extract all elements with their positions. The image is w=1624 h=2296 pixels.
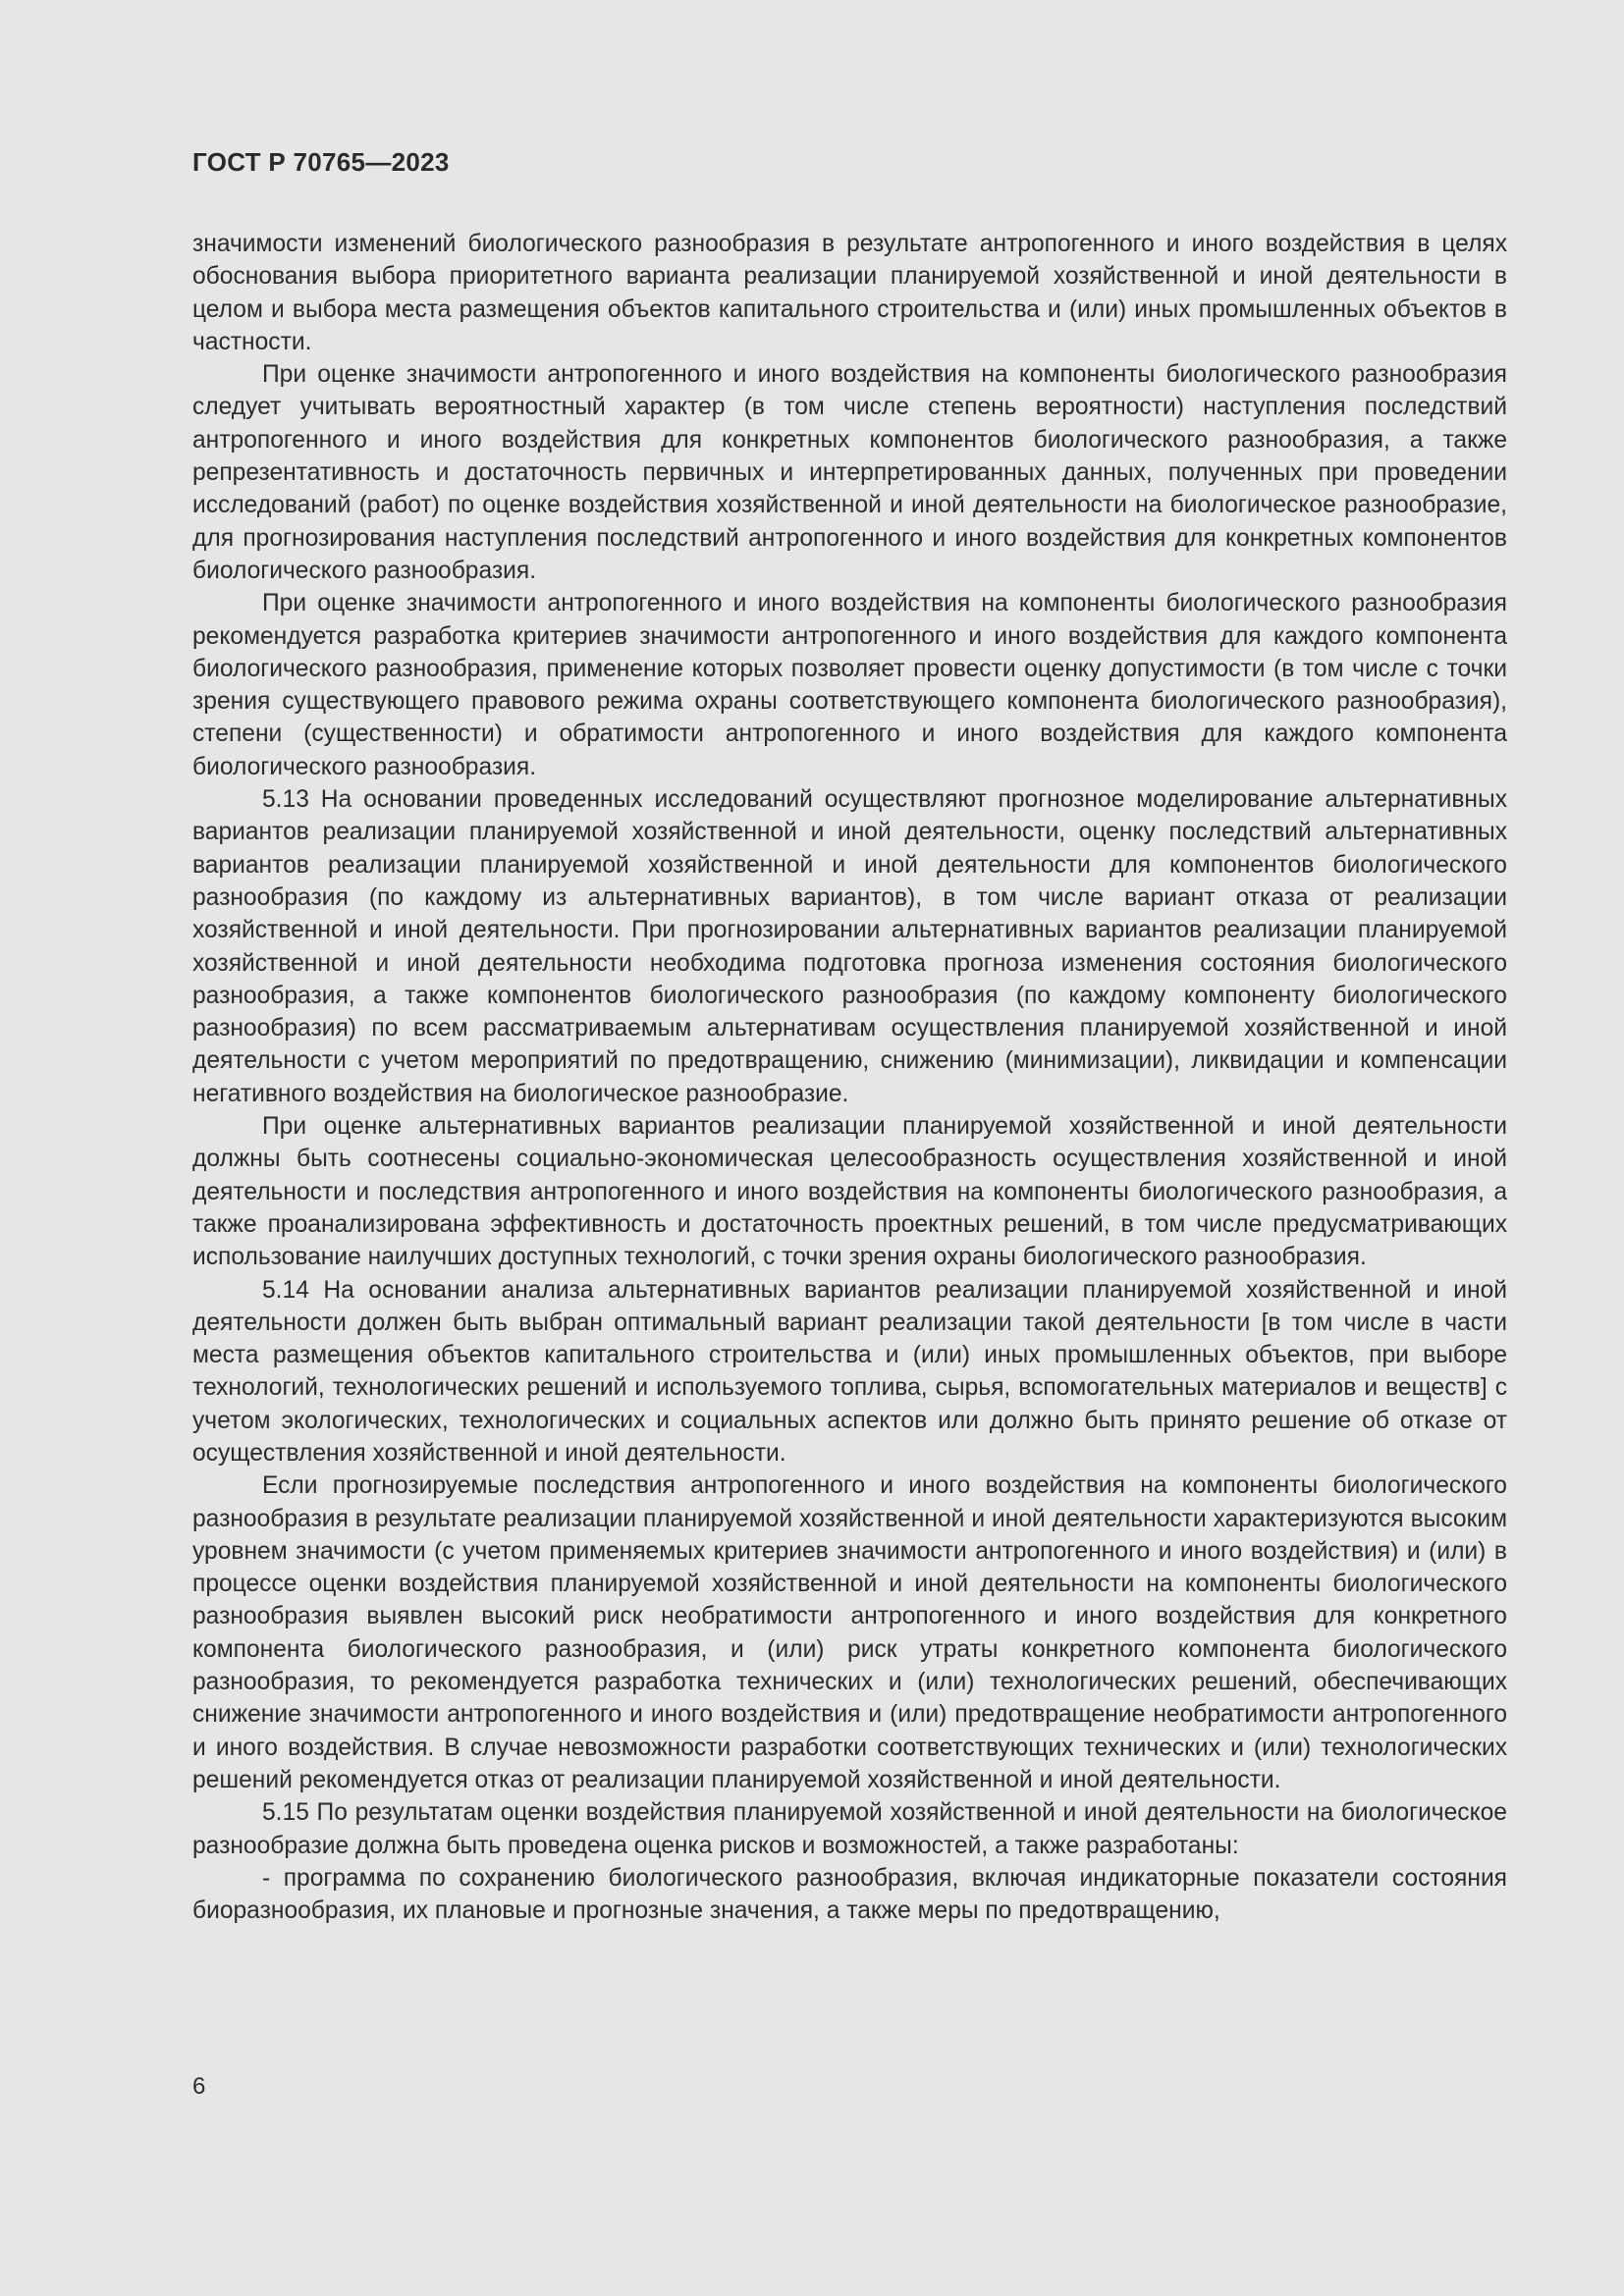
page-number: 6: [192, 2073, 206, 2100]
paragraph-5-13: 5.13 На основании проведенных исследований осуществляют прогнозное моделирование альтернативных вариантов реализации планируемой хозяйственной и иной деятельности, оценку последствий альтернативных вариантов реализации планируемой хозяйственной и иной деятельности для компонентов биологического разнообразия (по каждому из альтернативных вариантов), в том числе вариант отказа от реализации хозяйственной и иной деятельности. При прогнозировании альтернативных вариантов реализации планируемой хозяйственной и иной деятельности необходима подготовка прогноза изменения состояния биологического разнообразия, а также компонентов биологического разнообразия (по каждому компоненту биологического разнообразия) по всем рассматриваемым альтернативам осуществления планируемой хозяйственной и иной деятельности с учетом мероприятий по предотвращению, снижению (минимизации), ликвидации и компенсации негативного воздействия на биологическое разнообразие.: [192, 786, 1507, 1107]
standard-id-header: ГОСТ Р 70765—2023: [192, 147, 450, 177]
paragraph-5-14: 5.14 На основании анализа альтернативных вариантов реализации планируемой хозяйственной и иной деятельности должен быть выбран оптимальный вариант реализации такой деятельности [в том числе в части места размещения объектов капитального строительства и (или) иных промышленных объектов, при выборе технологий, технологических решений и используемого топлива, сырья, вспомогательных материалов и веществ] с учетом экологических, технологических и социальных аспектов или должно быть принято решение об отказе от осуществления хозяйственной и иной деятельности.: [192, 1276, 1507, 1467]
paragraph-high-significance: Если прогнозируемые последствия антропогенного и иного воздействия на компоненты биологического разнообразия в результате реализации планируемой хозяйственной и иной деятельности характеризуются высоким уровнем значимости (с учетом применяемых критериев значимости антропогенного и иного воздействия) и (или) в процессе оценки воздействия планируемой хозяйственной и иной деятельности на компоненты биологического разнообразия выявлен высокий риск необратимости антропогенного и иного воздействия для конкретного компонента биологического разнообразия, и (или) риск утраты конкретного компонента биологического разнообразия, то рекомендуется разработка технических и (или) технологических решений, обеспечивающих снижение значимости антропогенного и иного воздействия и (или) предотвращение необратимости антропогенного и иного воздействия. В случае невозможности разработки соответствующих технических и (или) технологических решений рекомендуется отказ от реализации планируемой хозяйственной и иной деятельности.: [192, 1472, 1507, 1793]
paragraph-probability: При оценке значимости антропогенного и иного воздействия на компоненты биологического разнообразия следует учитывать вероятностный характер (в том числе степень вероятности) наступления последствий антропогенного и иного воздействия для конкретных компонентов биологического разнообразия, а также репрезентативность и достаточность первичных и интерпретированных данных, полученных при проведении исследований (работ) по оценке воздействия хозяйственной и иной деятельности на биологическое разнообразие, для прогнозирования наступления последствий антропогенного и иного воздействия для конкретных компонентов биологического разнообразия.: [192, 361, 1507, 584]
paragraph-continuation: значимости изменений биологического разнообразия в результате антропогенного и иного воздействия в целях обоснования выбора приоритетного варианта реализации планируемой хозяйственной и иной деятельности в целом и выбора места размещения объектов капитального строительства и (или) иных промышленных объектов в частности.: [192, 231, 1507, 355]
paragraph-alternatives: При оценке альтернативных вариантов реализации планируемой хозяйственной и иной деятельности должны быть соотнесены социально-экономическая целесообразность осуществления хозяйственной и иной деятельности и последствия антропогенного и иного воздействия на компоненты биологического разнообразия, а также проанализирована эффективность и достаточность проектных решений, в том числе предусматривающих использование наилучших доступных технологий, с точки зрения охраны биологического разнообразия.: [192, 1113, 1507, 1271]
document-body: [192, 228, 1507, 1927]
paragraph-criteria: При оценке значимости антропогенного и иного воздействия на компоненты биологического разнообразия рекомендуется разработка критериев значимости антропогенного и иного воздействия для каждого компонента биологического разнообразия, применение которых позволяет провести оценку допустимости (в том числе с точки зрения существующего правового режима охраны соответствующего компонента биологического разнообразия), степени (существенности) и обратимости антропогенного и иного воздействия для каждого компонента биологического разнообразия.: [192, 590, 1507, 780]
list-item-program: - программа по сохранению биологического разнообразия, включая индикаторные показатели состояния биоразнообразия, их плановые и прогнозные значения, а также меры по предотвращению,: [192, 1864, 1507, 1925]
paragraph-5-15: 5.15 По результатам оценки воздействия планируемой хозяйственной и иной деятельности на биологическое разнообразие должна быть проведена оценка рисков и возможностей, а также разработаны:: [192, 1799, 1507, 1859]
